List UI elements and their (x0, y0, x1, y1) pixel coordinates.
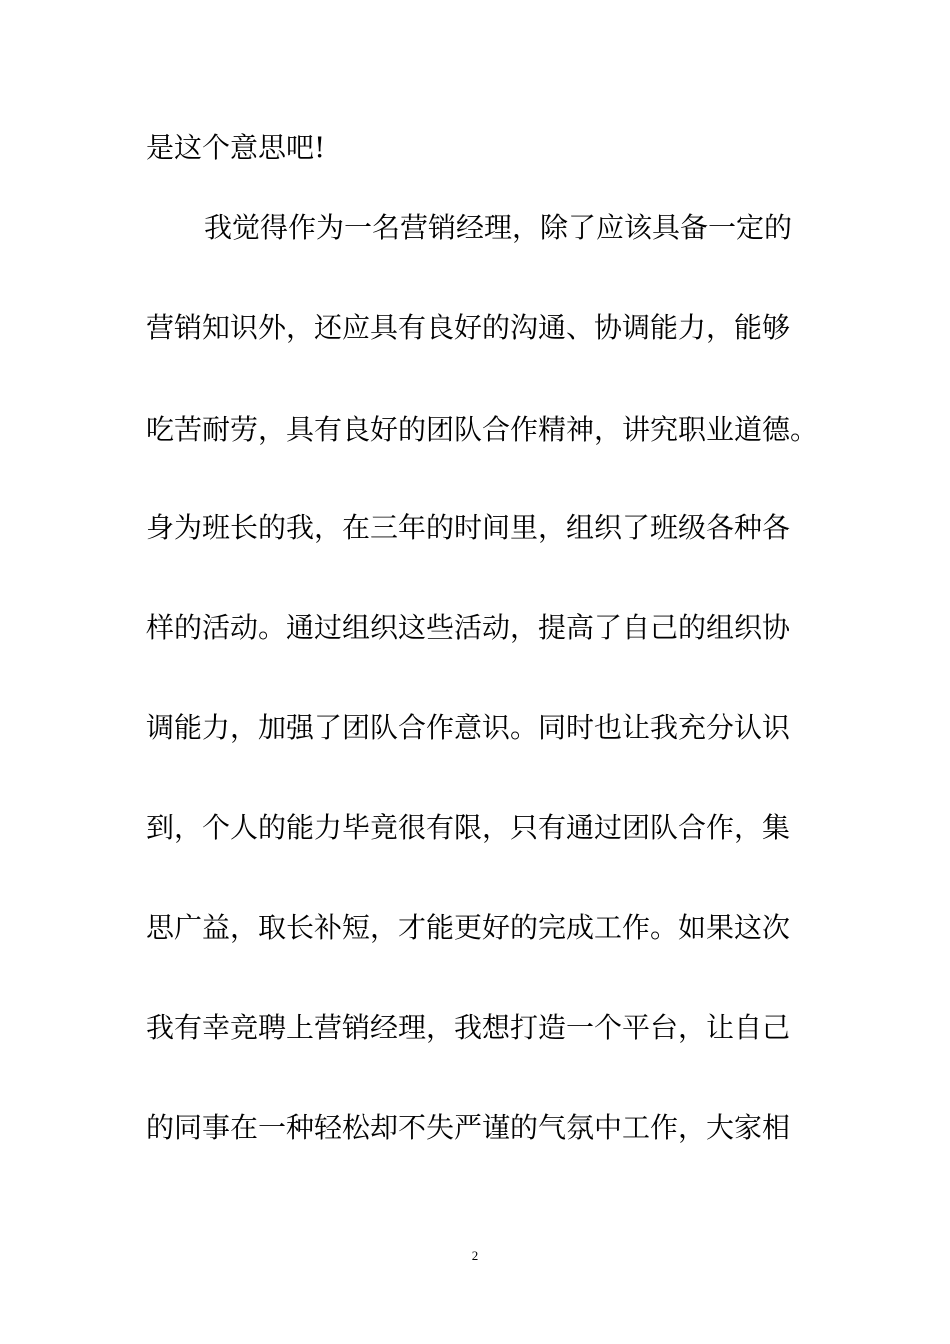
text-line: 身为班长的我，在三年的时间里，组织了班级各种各 (146, 511, 791, 544)
text-line: 营销知识外，还应具有良好的沟通、协调能力，能够 (146, 311, 791, 344)
page-number: 2 (471, 1248, 479, 1263)
text-line: 吃苦耐劳，具有良好的团队合作精神，讲究职业道德。 (146, 413, 819, 446)
text-line: 到，个人的能力毕竟很有限，只有通过团队合作，集 (146, 811, 791, 844)
text-line: 我有幸竞聘上营销经理，我想打造一个平台，让自己 (146, 1011, 791, 1044)
text-line: 的同事在一种轻松却不失严谨的气氛中工作，大家相 (146, 1111, 791, 1144)
text-line: 是这个意思吧! (146, 131, 326, 164)
paragraph-first-line: 我觉得作为一名营销经理，除了应该具备一定的 (204, 211, 793, 244)
text-line: 思广益，取长补短，才能更好的完成工作。如果这次 (146, 911, 791, 944)
text-line: 调能力，加强了团队合作意识。同时也让我充分认识 (146, 711, 791, 744)
text-line: 样的活动。通过组织这些活动，提高了自己的组织协 (146, 611, 791, 644)
